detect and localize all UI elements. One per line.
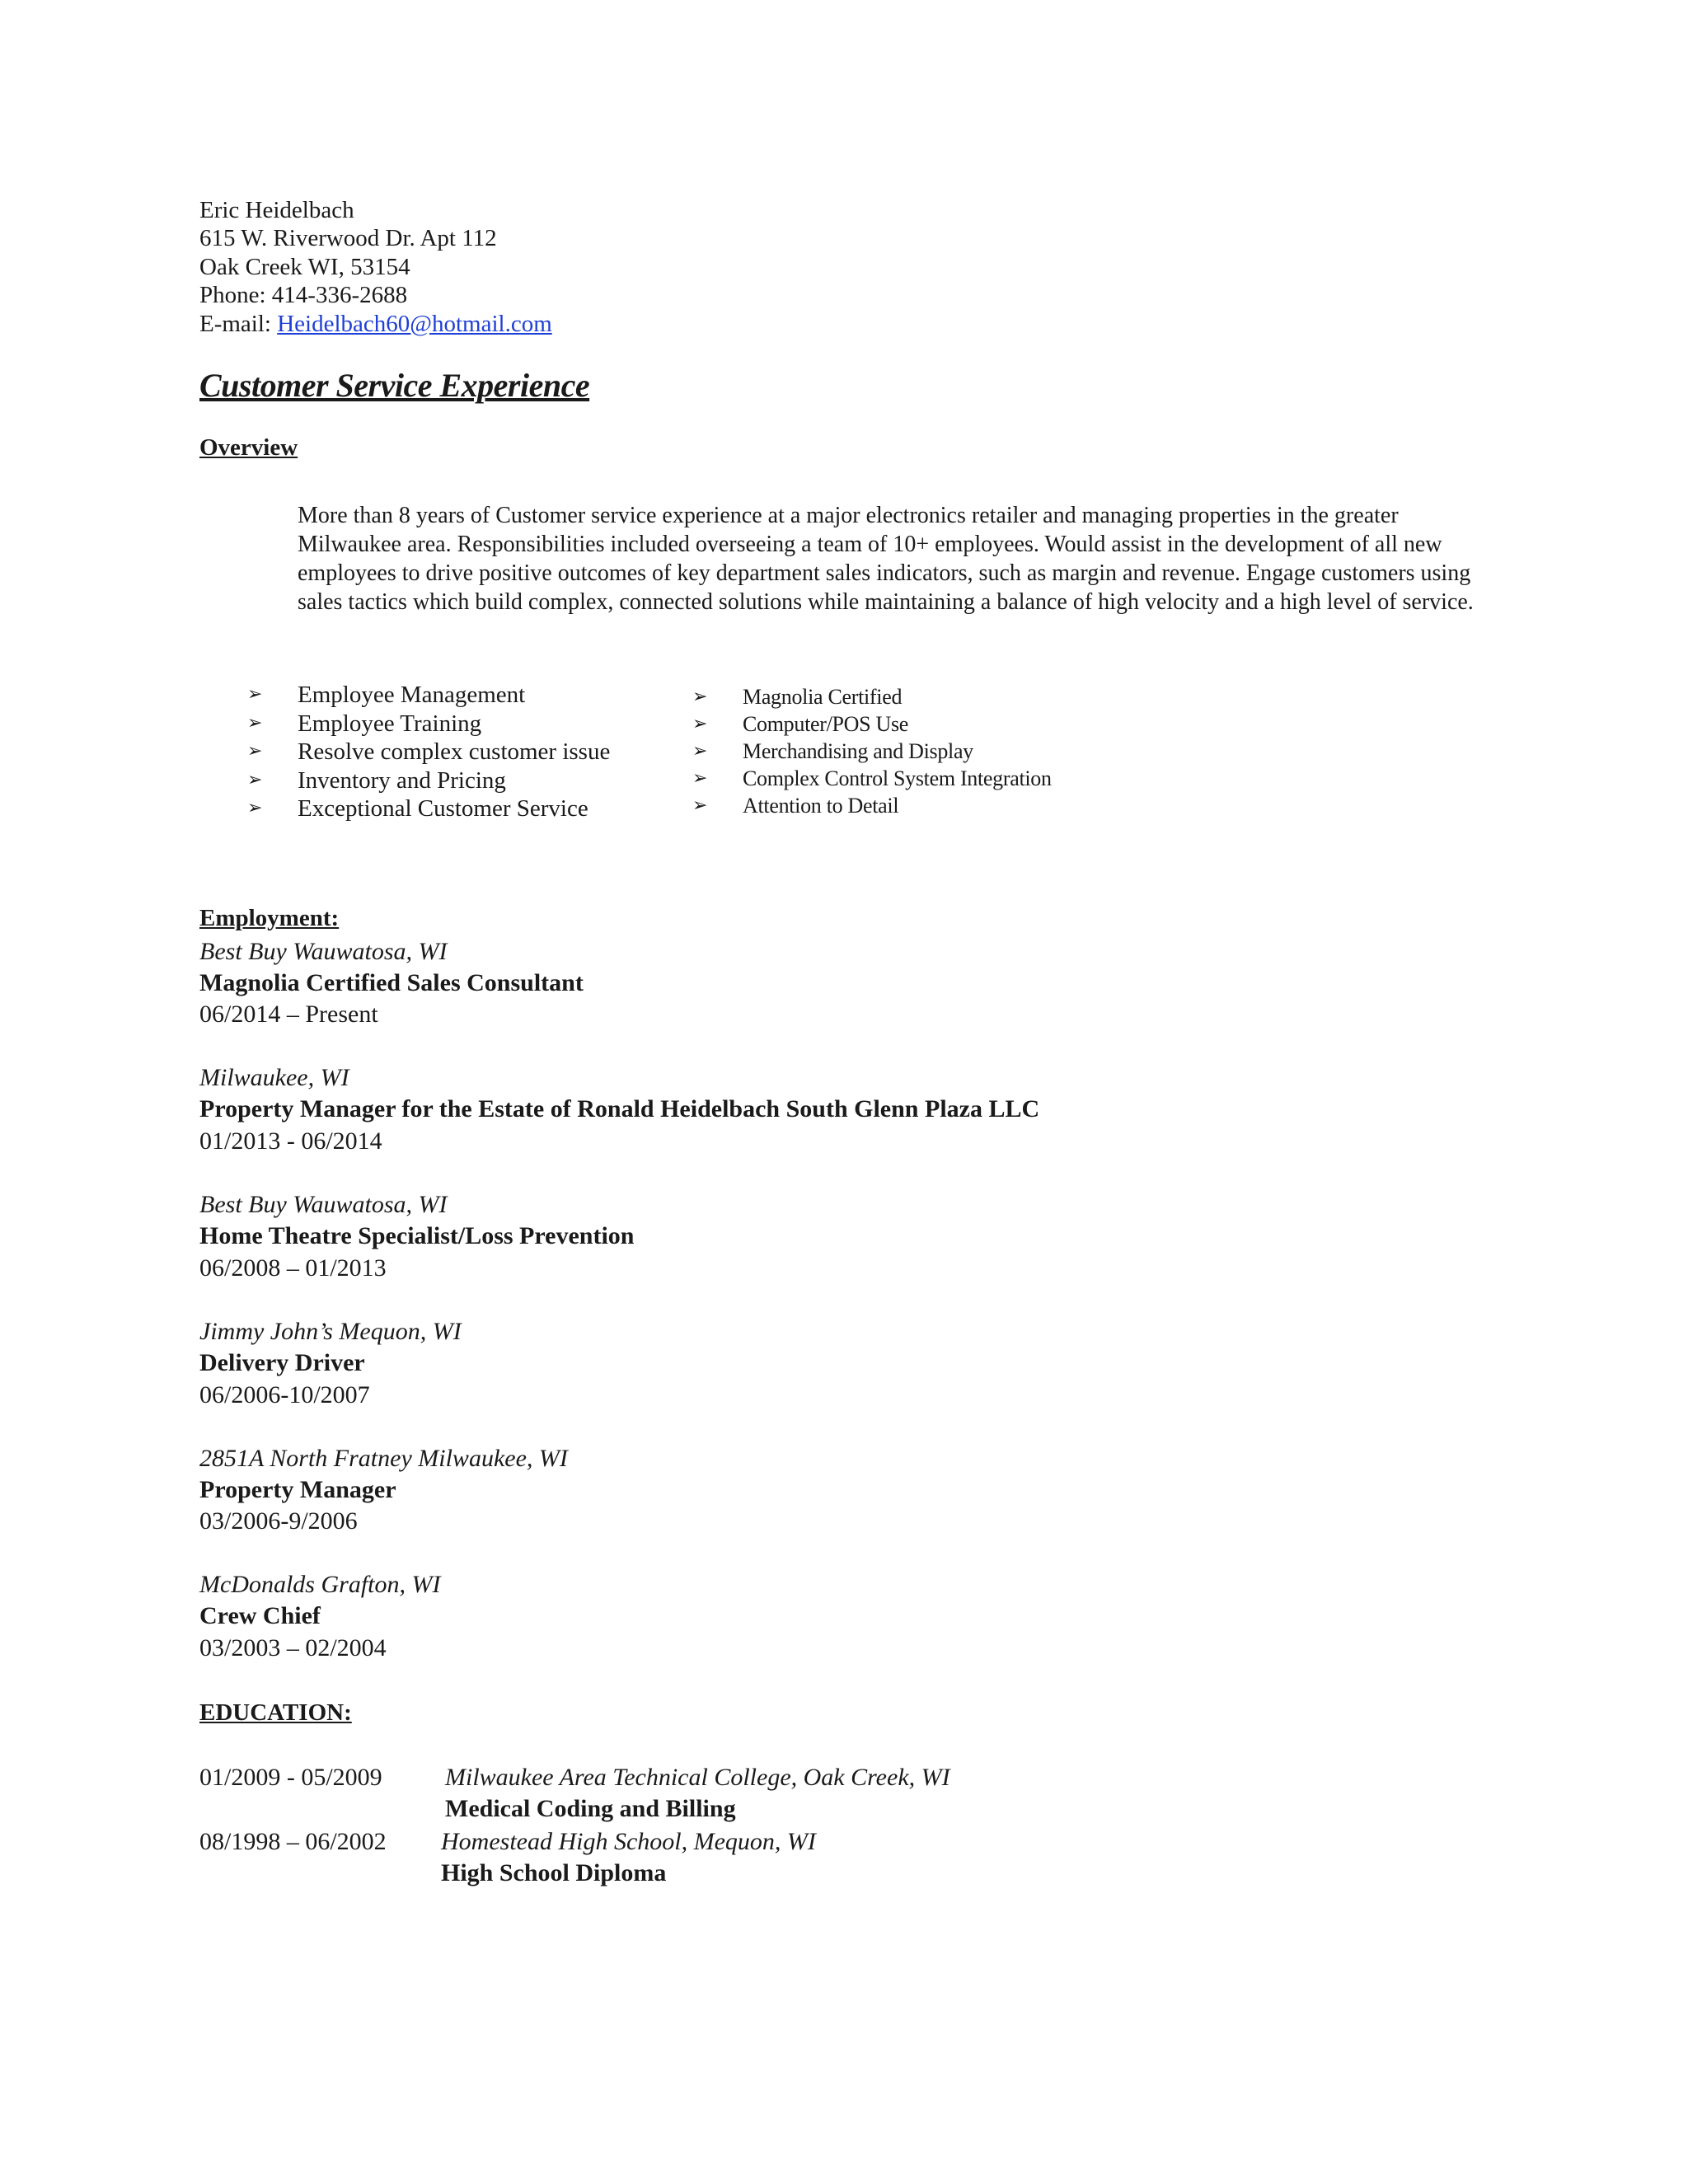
- arrow-bullet-icon: ➢: [692, 741, 708, 762]
- job-dates: 01/2013 - 06/2014: [199, 1127, 382, 1155]
- arrow-bullet-icon: ➢: [692, 714, 708, 734]
- education-dates: 08/1998 – 06/2002: [199, 1828, 387, 1855]
- job-dates: 06/2008 – 01/2013: [199, 1254, 387, 1282]
- skill-label: Resolve complex customer issue: [298, 738, 611, 765]
- contact-phone: Phone: 414-336-2688: [199, 282, 408, 308]
- job-dates: 06/2014 – Present: [199, 1001, 378, 1028]
- arrow-bullet-icon: ➢: [247, 741, 263, 762]
- education-dates: 01/2009 - 05/2009: [199, 1764, 382, 1791]
- job-title: Home Theatre Specialist/Loss Prevention: [199, 1222, 635, 1249]
- contact-address-line-1: 615 W. Riverwood Dr. Apt 112: [199, 225, 497, 251]
- skill-label: Employee Training: [298, 710, 482, 737]
- education-degree: High School Diploma: [441, 1859, 667, 1886]
- job-location: 2851A North Fratney Milwaukee, WI: [199, 1445, 568, 1472]
- skill-label: Inventory and Pricing: [298, 766, 506, 794]
- education-school: Milwaukee Area Technical College, Oak Creek, WI: [445, 1764, 950, 1791]
- arrow-bullet-icon: ➢: [247, 684, 263, 705]
- job-location: Best Buy Wauwatosa, WI: [199, 938, 448, 965]
- arrow-bullet-icon: ➢: [247, 798, 263, 818]
- education-degree: Medical Coding and Billing: [445, 1795, 736, 1822]
- overview-paragraph: More than 8 years of Customer service experience at a major electronics retailer and managing properties in the greater Milwaukee area. Responsibilities included overseeing a team of 10+ employees. Would assist in the development of all new employees to drive positive outcomes of key department sales indicators, such as margin and revenue. Engage customers using sales tactics which build complex, connected solutions while maintaining a balance of high velocity and a high level of service.: [298, 503, 1474, 615]
- skill-label: Exceptional Customer Service: [298, 795, 588, 822]
- employment-heading: Employment:: [199, 905, 340, 931]
- arrow-bullet-icon: ➢: [692, 768, 708, 789]
- skill-label: Complex Control System Integration: [743, 766, 1052, 790]
- skill-label: Magnolia Certified: [743, 685, 903, 709]
- contact-address-line-2: Oak Creek WI, 53154: [199, 254, 410, 280]
- job-location: Best Buy Wauwatosa, WI: [199, 1191, 448, 1218]
- job-location: McDonalds Grafton, WI: [199, 1571, 441, 1598]
- job-title: Crew Chief: [199, 1602, 321, 1629]
- job-dates: 03/2003 – 02/2004: [199, 1634, 387, 1661]
- skill-label: Attention to Detail: [743, 794, 899, 818]
- job-title: Delivery Driver: [199, 1349, 365, 1376]
- arrow-bullet-icon: ➢: [692, 795, 708, 816]
- skill-label: Merchandising and Display: [743, 739, 973, 763]
- email-link[interactable]: Heidelbach60@hotmail.com: [277, 311, 552, 337]
- skill-label: Employee Management: [298, 682, 526, 708]
- contact-email-row: [199, 310, 552, 338]
- job-title: Property Manager: [199, 1476, 396, 1503]
- page-title: Customer Service Experience: [199, 367, 590, 404]
- overview-heading: Overview: [199, 434, 298, 461]
- arrow-bullet-icon: ➢: [692, 687, 708, 707]
- job-title: Magnolia Certified Sales Consultant: [199, 969, 584, 996]
- education-heading: EDUCATION:: [199, 1699, 352, 1726]
- contact-name: Eric Heidelbach: [199, 197, 354, 223]
- email-label: E-mail:: [199, 311, 271, 337]
- arrow-bullet-icon: ➢: [247, 769, 263, 790]
- job-dates: 06/2006-10/2007: [199, 1381, 370, 1408]
- job-dates: 03/2006-9/2006: [199, 1507, 358, 1535]
- job-location: Jimmy John’s Mequon, WI: [199, 1318, 462, 1345]
- job-location: Milwaukee, WI: [199, 1064, 349, 1091]
- education-school: Homestead High School, Mequon, WI: [441, 1828, 816, 1855]
- skill-label: Computer/POS Use: [743, 712, 909, 736]
- job-title: Property Manager for the Estate of Ronald Heidelbach South Glenn Plaza LLC: [199, 1095, 1040, 1122]
- arrow-bullet-icon: ➢: [247, 712, 263, 733]
